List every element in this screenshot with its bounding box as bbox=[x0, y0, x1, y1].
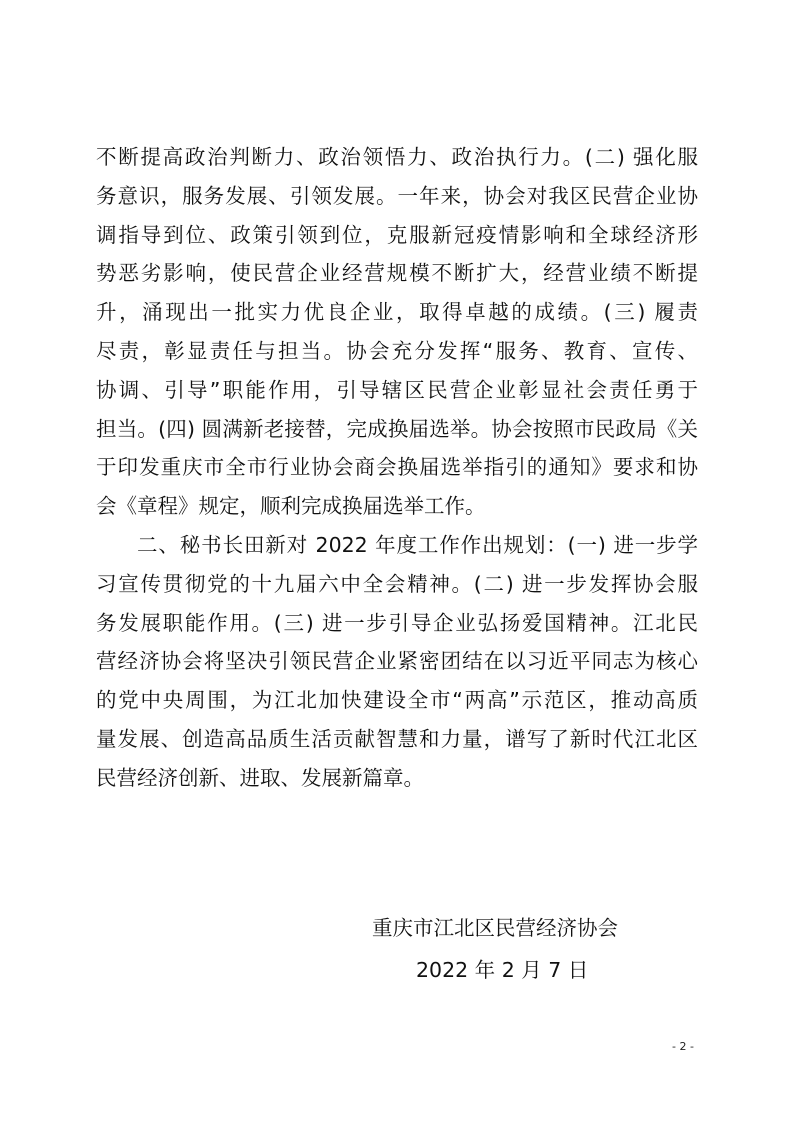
text-line: 务意识，服务发展、引领发展。一年来，协会对我区民营企业协 bbox=[96, 183, 698, 208]
text-line: 协调、引导”职能作用，引导辖区民营企业彰显社会责任勇于 bbox=[96, 377, 698, 402]
text-line: 势恶劣影响，使民营企业经营规模不断扩大，经营业绩不断提 bbox=[96, 261, 698, 286]
text-line: 于印发重庆市全市行业协会商会换届选举指引的通知》要求和协 bbox=[96, 455, 698, 480]
text-line: 务发展职能作用。(三) 进一步引导企业弘扬爱国精神。江北民 bbox=[96, 610, 698, 635]
document-body bbox=[96, 138, 698, 798]
paragraph-1 bbox=[96, 138, 698, 526]
text-line: 会《章程》规定，顺利完成换届选举工作。 bbox=[96, 494, 486, 519]
text-line: 习宣传贯彻党的十九届六中全会精神。(二) 进一步发挥协会服 bbox=[96, 571, 698, 596]
text-line: 不断提高政治判断力、政治领悟力、政治执行力。(二) 强化服 bbox=[96, 145, 698, 169]
text-line: 调指导到位、政策引领到位，克服新冠疫情影响和全球经济形 bbox=[96, 222, 698, 247]
signature-date: 2022 年 2 月 7 日 bbox=[416, 958, 589, 982]
text-line: 量发展、创造高品质生活贡献智慧和力量，谱写了新时代江北区 bbox=[96, 726, 698, 751]
text-line: 的党中央周围，为江北加快建设全市“两高”示范区，推动高质 bbox=[96, 688, 698, 713]
page-number: - 2 - bbox=[672, 1040, 694, 1053]
text-line: 民营经济创新、进取、发展新篇章。 bbox=[96, 765, 424, 790]
signature-organization: 重庆市江北区民营经济协会 bbox=[372, 916, 618, 940]
text-line: 升，涌现出一批实力优良企业，取得卓越的成绩。(三) 履责 bbox=[96, 300, 698, 325]
paragraph-2 bbox=[96, 526, 698, 798]
text-line: 二、秘书长田新对 2022 年度工作作出规划：(一) 进一步学 bbox=[137, 532, 698, 557]
text-line: 尽责，彰显责任与担当。协会充分发挥“服务、教育、宣传、 bbox=[96, 338, 698, 363]
text-line: 营经济协会将坚决引领民营企业紧密团结在以习近平同志为核心 bbox=[96, 649, 698, 674]
text-line: 担当。(四) 圆满新老接替，完成换届选举。协会按照市民政局《关 bbox=[96, 416, 698, 441]
